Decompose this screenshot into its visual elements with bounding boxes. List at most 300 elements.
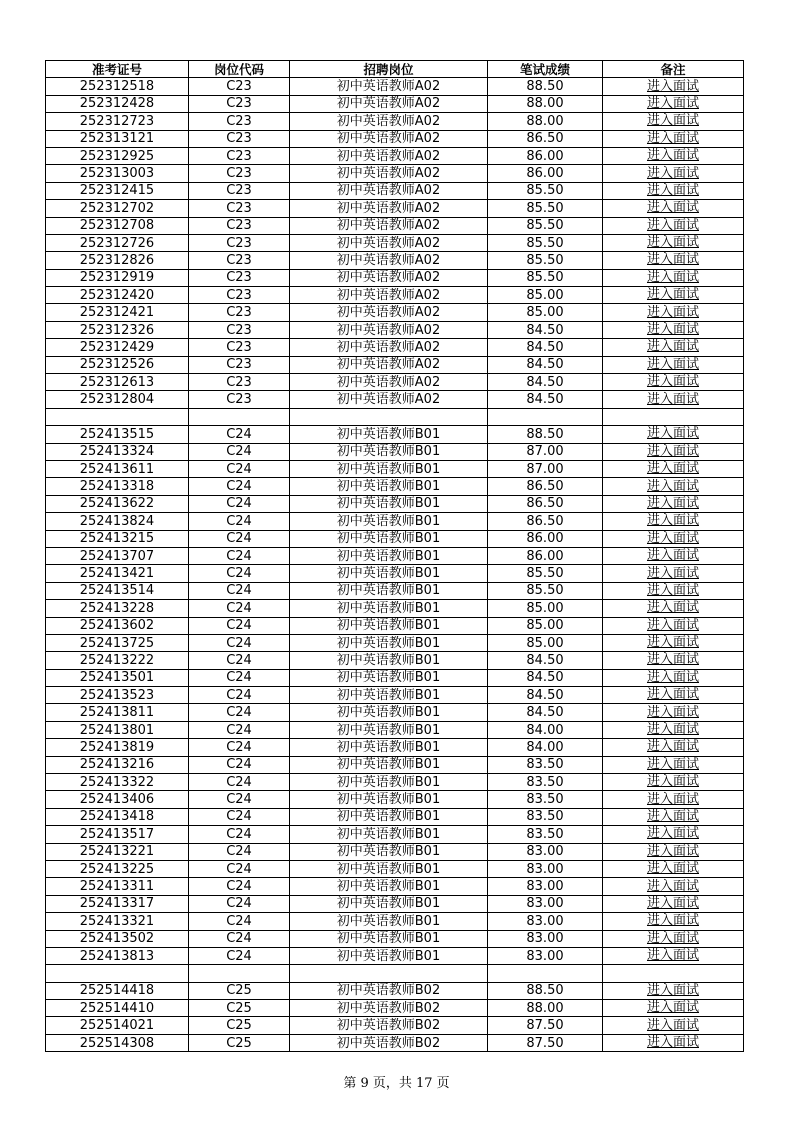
position-cell: 初中英语教师A02 [290, 217, 488, 234]
score-cell: 83.50 [488, 826, 603, 843]
table-row [46, 1000, 744, 1017]
position-code-cell: C23 [189, 234, 290, 251]
exam-id-cell: 252312702 [46, 200, 189, 217]
position-cell: 初中英语教师A02 [290, 374, 488, 391]
remark-cell [603, 791, 744, 808]
score-cell: 86.50 [488, 130, 603, 147]
exam-id-cell: 252413515 [46, 426, 189, 443]
table-row [46, 930, 744, 947]
position-cell: 初中英语教师B01 [290, 913, 488, 930]
remark-cell [603, 1000, 744, 1017]
score-cell: 84.50 [488, 669, 603, 686]
score-cell: 86.00 [488, 147, 603, 164]
position-cell: 初中英语教师B01 [290, 495, 488, 512]
remark-text: 进入面试 [646, 269, 699, 285]
score-cell: 85.00 [488, 634, 603, 651]
remark-cell [603, 756, 744, 773]
position-code-cell: C23 [189, 269, 290, 286]
remark-text: 进入面试 [646, 217, 699, 233]
exam-id-cell: 252312613 [46, 374, 189, 391]
position-code-cell: C24 [189, 808, 290, 825]
position-code-cell: C24 [189, 547, 290, 564]
remark-cell [603, 617, 744, 634]
remark-cell [603, 530, 744, 547]
position-cell: 初中英语教师A02 [290, 78, 488, 95]
remark-text: 进入面试 [646, 304, 699, 320]
table-row [46, 287, 744, 304]
table-row [46, 704, 744, 721]
table-row [46, 234, 744, 251]
remark-text: 进入面试 [646, 374, 699, 390]
score-cell: 88.00 [488, 95, 603, 112]
position-cell: 初中英语教师A02 [290, 130, 488, 147]
score-cell: 88.50 [488, 982, 603, 999]
remark-text: 进入面试 [646, 148, 699, 164]
position-code-cell: C24 [189, 826, 290, 843]
table-row [46, 947, 744, 964]
remark-cell [603, 547, 744, 564]
exam-id-cell: 252312428 [46, 95, 189, 112]
header-exam-id: 准考证号 [46, 61, 189, 78]
remark-cell [603, 652, 744, 669]
position-code-cell: C23 [189, 339, 290, 356]
score-cell: 85.50 [488, 200, 603, 217]
exam-id-cell: 252312326 [46, 321, 189, 338]
exam-id-cell: 252313121 [46, 130, 189, 147]
remark-cell [603, 147, 744, 164]
remark-text: 进入面试 [646, 756, 699, 772]
exam-id-cell: 252413622 [46, 495, 189, 512]
position-cell: 初中英语教师B01 [290, 634, 488, 651]
remark-cell [603, 704, 744, 721]
position-cell: 初中英语教师A02 [290, 356, 488, 373]
score-cell: 84.50 [488, 652, 603, 669]
position-cell: 初中英语教师B01 [290, 565, 488, 582]
remark-text: 进入面试 [646, 443, 699, 459]
position-code-cell: C24 [189, 843, 290, 860]
position-cell: 初中英语教师B01 [290, 652, 488, 669]
spacer-row [46, 965, 744, 982]
position-code-cell: C24 [189, 652, 290, 669]
table-row [46, 826, 744, 843]
remark-text: 进入面试 [646, 235, 699, 251]
position-code-cell: C23 [189, 165, 290, 182]
position-cell: 初中英语教师B01 [290, 547, 488, 564]
position-cell: 初中英语教师B01 [290, 947, 488, 964]
remark-text: 进入面试 [646, 982, 699, 998]
position-code-cell: C23 [189, 304, 290, 321]
position-code-cell: C23 [189, 391, 290, 408]
table-row [46, 582, 744, 599]
remark-text: 进入面试 [646, 130, 699, 146]
remark-text: 进入面试 [646, 339, 699, 355]
table-row [46, 95, 744, 112]
remark-cell [603, 878, 744, 895]
remark-text: 进入面试 [646, 652, 699, 668]
position-cell: 初中英语教师A02 [290, 321, 488, 338]
position-cell: 初中英语教师B01 [290, 774, 488, 791]
remark-text: 进入面试 [646, 878, 699, 894]
remark-cell [603, 443, 744, 460]
position-code-cell: C24 [189, 930, 290, 947]
header-row [46, 61, 744, 78]
position-cell: 初中英语教师A02 [290, 339, 488, 356]
table-row [46, 217, 744, 234]
score-cell: 83.50 [488, 774, 603, 791]
position-cell: 初中英语教师B01 [290, 426, 488, 443]
position-code-cell: C24 [189, 913, 290, 930]
score-cell: 84.50 [488, 339, 603, 356]
exam-id-cell: 252413406 [46, 791, 189, 808]
remark-text: 进入面试 [646, 1000, 699, 1016]
position-code-cell: C24 [189, 617, 290, 634]
table-row [46, 808, 744, 825]
score-cell: 83.00 [488, 947, 603, 964]
score-cell: 86.00 [488, 547, 603, 564]
table-row [46, 721, 744, 738]
header-written-score: 笔试成绩 [488, 61, 603, 78]
position-cell: 初中英语教师B01 [290, 739, 488, 756]
remark-cell [603, 947, 744, 964]
position-cell: 初中英语教师B01 [290, 513, 488, 530]
position-cell: 初中英语教师A02 [290, 287, 488, 304]
remark-cell [603, 200, 744, 217]
position-code-cell [189, 965, 290, 982]
table-body [46, 78, 744, 1052]
position-code-cell: C24 [189, 774, 290, 791]
score-cell: 83.00 [488, 843, 603, 860]
remark-cell [603, 687, 744, 704]
position-cell: 初中英语教师B01 [290, 530, 488, 547]
exam-id-cell: 252413222 [46, 652, 189, 669]
remark-cell [603, 130, 744, 147]
exam-id-cell: 252413517 [46, 826, 189, 843]
remark-cell [603, 513, 744, 530]
position-code-cell: C24 [189, 530, 290, 547]
position-code-cell: C24 [189, 443, 290, 460]
position-code-cell: C23 [189, 113, 290, 130]
remark-cell [603, 965, 744, 982]
position-code-cell: C23 [189, 182, 290, 199]
remark-text: 进入面试 [646, 200, 699, 216]
remark-text: 进入面试 [646, 565, 699, 581]
remark-text: 进入面试 [646, 948, 699, 964]
remark-text: 进入面试 [646, 426, 699, 442]
remark-cell [603, 600, 744, 617]
position-code-cell: C23 [189, 147, 290, 164]
exam-id-cell: 252413225 [46, 860, 189, 877]
table-row [46, 895, 744, 912]
score-cell: 85.00 [488, 304, 603, 321]
remark-cell [603, 234, 744, 251]
remark-cell [603, 634, 744, 651]
table-row [46, 460, 744, 477]
remark-text: 进入面试 [646, 861, 699, 877]
position-code-cell [189, 408, 290, 425]
position-cell: 初中英语教师A02 [290, 269, 488, 286]
score-cell: 87.00 [488, 460, 603, 477]
remark-text: 进入面试 [646, 513, 699, 529]
position-code-cell: C23 [189, 374, 290, 391]
position-code-cell: C23 [189, 78, 290, 95]
remark-cell [603, 721, 744, 738]
score-cell: 87.00 [488, 443, 603, 460]
position-cell: 初中英语教师B01 [290, 687, 488, 704]
table-row [46, 634, 744, 651]
remark-cell [603, 913, 744, 930]
remark-text: 进入面试 [646, 356, 699, 372]
remark-text: 进入面试 [646, 495, 699, 511]
table-row [46, 860, 744, 877]
table-row [46, 252, 744, 269]
remark-text: 进入面试 [646, 617, 699, 633]
remark-text: 进入面试 [646, 113, 699, 129]
position-code-cell: C24 [189, 669, 290, 686]
position-code-cell: C24 [189, 878, 290, 895]
position-cell: 初中英语教师A02 [290, 147, 488, 164]
position-cell: 初中英语教师A02 [290, 391, 488, 408]
remark-text: 进入面试 [646, 635, 699, 651]
position-code-cell: C23 [189, 200, 290, 217]
remark-text: 进入面试 [646, 287, 699, 303]
position-cell: 初中英语教师A02 [290, 234, 488, 251]
position-code-cell: C24 [189, 565, 290, 582]
remark-cell [603, 339, 744, 356]
score-cell: 83.00 [488, 878, 603, 895]
position-code-cell: C23 [189, 356, 290, 373]
table-row [46, 687, 744, 704]
position-code-cell: C24 [189, 478, 290, 495]
table-row [46, 356, 744, 373]
exam-id-cell: 252514410 [46, 1000, 189, 1017]
position-cell: 初中英语教师B01 [290, 721, 488, 738]
table-row [46, 391, 744, 408]
position-code-cell: C24 [189, 687, 290, 704]
remark-text: 进入面试 [646, 530, 699, 546]
remark-text: 进入面试 [646, 252, 699, 268]
score-cell: 83.00 [488, 895, 603, 912]
position-code-cell: C25 [189, 1034, 290, 1051]
remark-cell [603, 739, 744, 756]
remark-cell [603, 930, 744, 947]
position-code-cell: C24 [189, 721, 290, 738]
remark-cell [603, 1017, 744, 1034]
position-code-cell: C24 [189, 756, 290, 773]
table-row [46, 165, 744, 182]
exam-id-cell: 252413707 [46, 547, 189, 564]
exam-id-cell: 252312526 [46, 356, 189, 373]
exam-id-cell: 252413824 [46, 513, 189, 530]
score-cell: 84.50 [488, 321, 603, 338]
remark-cell [603, 356, 744, 373]
remark-text: 进入面试 [646, 895, 699, 911]
score-cell: 83.00 [488, 930, 603, 947]
table-row [46, 1017, 744, 1034]
score-cell: 83.00 [488, 913, 603, 930]
score-cell: 88.00 [488, 113, 603, 130]
page-footer: 第 9 页，共 17 页 [343, 1076, 450, 1091]
position-cell: 初中英语教师B01 [290, 860, 488, 877]
score-cell: 83.50 [488, 756, 603, 773]
table-row [46, 426, 744, 443]
exam-id-cell: 252413318 [46, 478, 189, 495]
position-cell: 初中英语教师A02 [290, 182, 488, 199]
score-cell: 85.00 [488, 287, 603, 304]
table-row [46, 495, 744, 512]
header-position-code: 岗位代码 [189, 61, 290, 78]
remark-text: 进入面试 [646, 791, 699, 807]
position-cell: 初中英语教师A02 [290, 252, 488, 269]
exam-id-cell: 252514418 [46, 982, 189, 999]
table-row [46, 739, 744, 756]
position-cell: 初中英语教师A02 [290, 200, 488, 217]
table-row [46, 513, 744, 530]
exam-id-cell: 252413221 [46, 843, 189, 860]
table-row [46, 791, 744, 808]
remark-text: 进入面试 [646, 913, 699, 929]
remark-text: 进入面试 [646, 548, 699, 564]
exam-id-cell: 252312708 [46, 217, 189, 234]
position-code-cell: C25 [189, 1017, 290, 1034]
position-cell: 初中英语教师B01 [290, 600, 488, 617]
table-row [46, 443, 744, 460]
position-cell: 初中英语教师B02 [290, 1034, 488, 1051]
remark-text: 进入面试 [646, 704, 699, 720]
exam-id-cell: 252413228 [46, 600, 189, 617]
exam-id-cell [46, 965, 189, 982]
table-row [46, 78, 744, 95]
exam-id-cell: 252413322 [46, 774, 189, 791]
remark-text: 进入面试 [646, 774, 699, 790]
score-cell: 84.00 [488, 739, 603, 756]
position-cell: 初中英语教师A02 [290, 113, 488, 130]
table-row [46, 339, 744, 356]
exam-id-cell: 252413502 [46, 930, 189, 947]
score-cell: 88.50 [488, 426, 603, 443]
table-row [46, 200, 744, 217]
exam-id-cell: 252312723 [46, 113, 189, 130]
score-cell: 83.50 [488, 808, 603, 825]
score-cell: 84.50 [488, 704, 603, 721]
score-cell: 85.50 [488, 182, 603, 199]
table-row [46, 374, 744, 391]
position-cell: 初中英语教师A02 [290, 165, 488, 182]
score-cell [488, 408, 603, 425]
remark-cell [603, 391, 744, 408]
position-code-cell: C24 [189, 860, 290, 877]
remark-cell [603, 217, 744, 234]
exam-id-cell: 252312925 [46, 147, 189, 164]
score-cell: 85.00 [488, 617, 603, 634]
exam-id-cell [46, 408, 189, 425]
score-cell: 85.00 [488, 600, 603, 617]
table-row [46, 269, 744, 286]
score-cell: 88.50 [488, 78, 603, 95]
table-row [46, 843, 744, 860]
score-cell: 83.50 [488, 791, 603, 808]
remark-text: 进入面试 [646, 687, 699, 703]
header-position: 招聘岗位 [290, 61, 488, 78]
table-row [46, 1034, 744, 1051]
position-cell [290, 965, 488, 982]
position-code-cell: C24 [189, 495, 290, 512]
remark-text: 进入面试 [646, 1035, 699, 1051]
exam-id-cell: 252514308 [46, 1034, 189, 1051]
position-cell: 初中英语教师B01 [290, 478, 488, 495]
exam-id-cell: 252312420 [46, 287, 189, 304]
exam-id-cell: 252413501 [46, 669, 189, 686]
position-cell: 初中英语教师B01 [290, 878, 488, 895]
header-remark: 备注 [603, 61, 744, 78]
table-row [46, 130, 744, 147]
score-cell: 86.50 [488, 478, 603, 495]
remark-text: 进入面试 [646, 1017, 699, 1033]
exam-id-cell: 252312826 [46, 252, 189, 269]
table-row [46, 982, 744, 999]
remark-cell [603, 269, 744, 286]
remark-text: 进入面试 [646, 165, 699, 181]
exam-id-cell: 252413725 [46, 634, 189, 651]
exam-id-cell: 252413813 [46, 947, 189, 964]
remark-cell [603, 321, 744, 338]
remark-cell [603, 895, 744, 912]
remark-cell [603, 304, 744, 321]
position-cell: 初中英语教师B01 [290, 808, 488, 825]
remark-cell [603, 495, 744, 512]
position-code-cell: C25 [189, 1000, 290, 1017]
position-cell: 初中英语教师B01 [290, 791, 488, 808]
remark-cell [603, 774, 744, 791]
exam-id-cell: 252413801 [46, 721, 189, 738]
position-cell: 初中英语教师B01 [290, 704, 488, 721]
table-row [46, 304, 744, 321]
remark-text: 进入面试 [646, 322, 699, 338]
spacer-row [46, 408, 744, 425]
exam-id-cell: 252312421 [46, 304, 189, 321]
position-code-cell: C24 [189, 947, 290, 964]
table-row [46, 530, 744, 547]
remark-cell [603, 408, 744, 425]
score-cell: 86.50 [488, 495, 603, 512]
position-cell: 初中英语教师B01 [290, 826, 488, 843]
table-row [46, 652, 744, 669]
score-cell: 85.50 [488, 269, 603, 286]
remark-cell [603, 478, 744, 495]
remark-text: 进入面试 [646, 95, 699, 111]
score-cell: 85.50 [488, 217, 603, 234]
exam-id-cell: 252413611 [46, 460, 189, 477]
exam-id-cell: 252312415 [46, 182, 189, 199]
score-cell: 87.50 [488, 1017, 603, 1034]
table-row [46, 478, 744, 495]
exam-id-cell: 252413811 [46, 704, 189, 721]
table-row [46, 147, 744, 164]
exam-id-cell: 252413321 [46, 913, 189, 930]
position-code-cell: C24 [189, 634, 290, 651]
remark-cell [603, 182, 744, 199]
remark-text: 进入面试 [646, 600, 699, 616]
remark-text: 进入面试 [646, 739, 699, 755]
position-code-cell: C23 [189, 287, 290, 304]
remark-cell [603, 374, 744, 391]
exam-id-cell: 252413311 [46, 878, 189, 895]
position-code-cell: C24 [189, 426, 290, 443]
position-cell [290, 408, 488, 425]
remark-cell [603, 582, 744, 599]
position-cell: 初中英语教师B01 [290, 669, 488, 686]
remark-cell [603, 826, 744, 843]
exam-id-cell: 252413514 [46, 582, 189, 599]
